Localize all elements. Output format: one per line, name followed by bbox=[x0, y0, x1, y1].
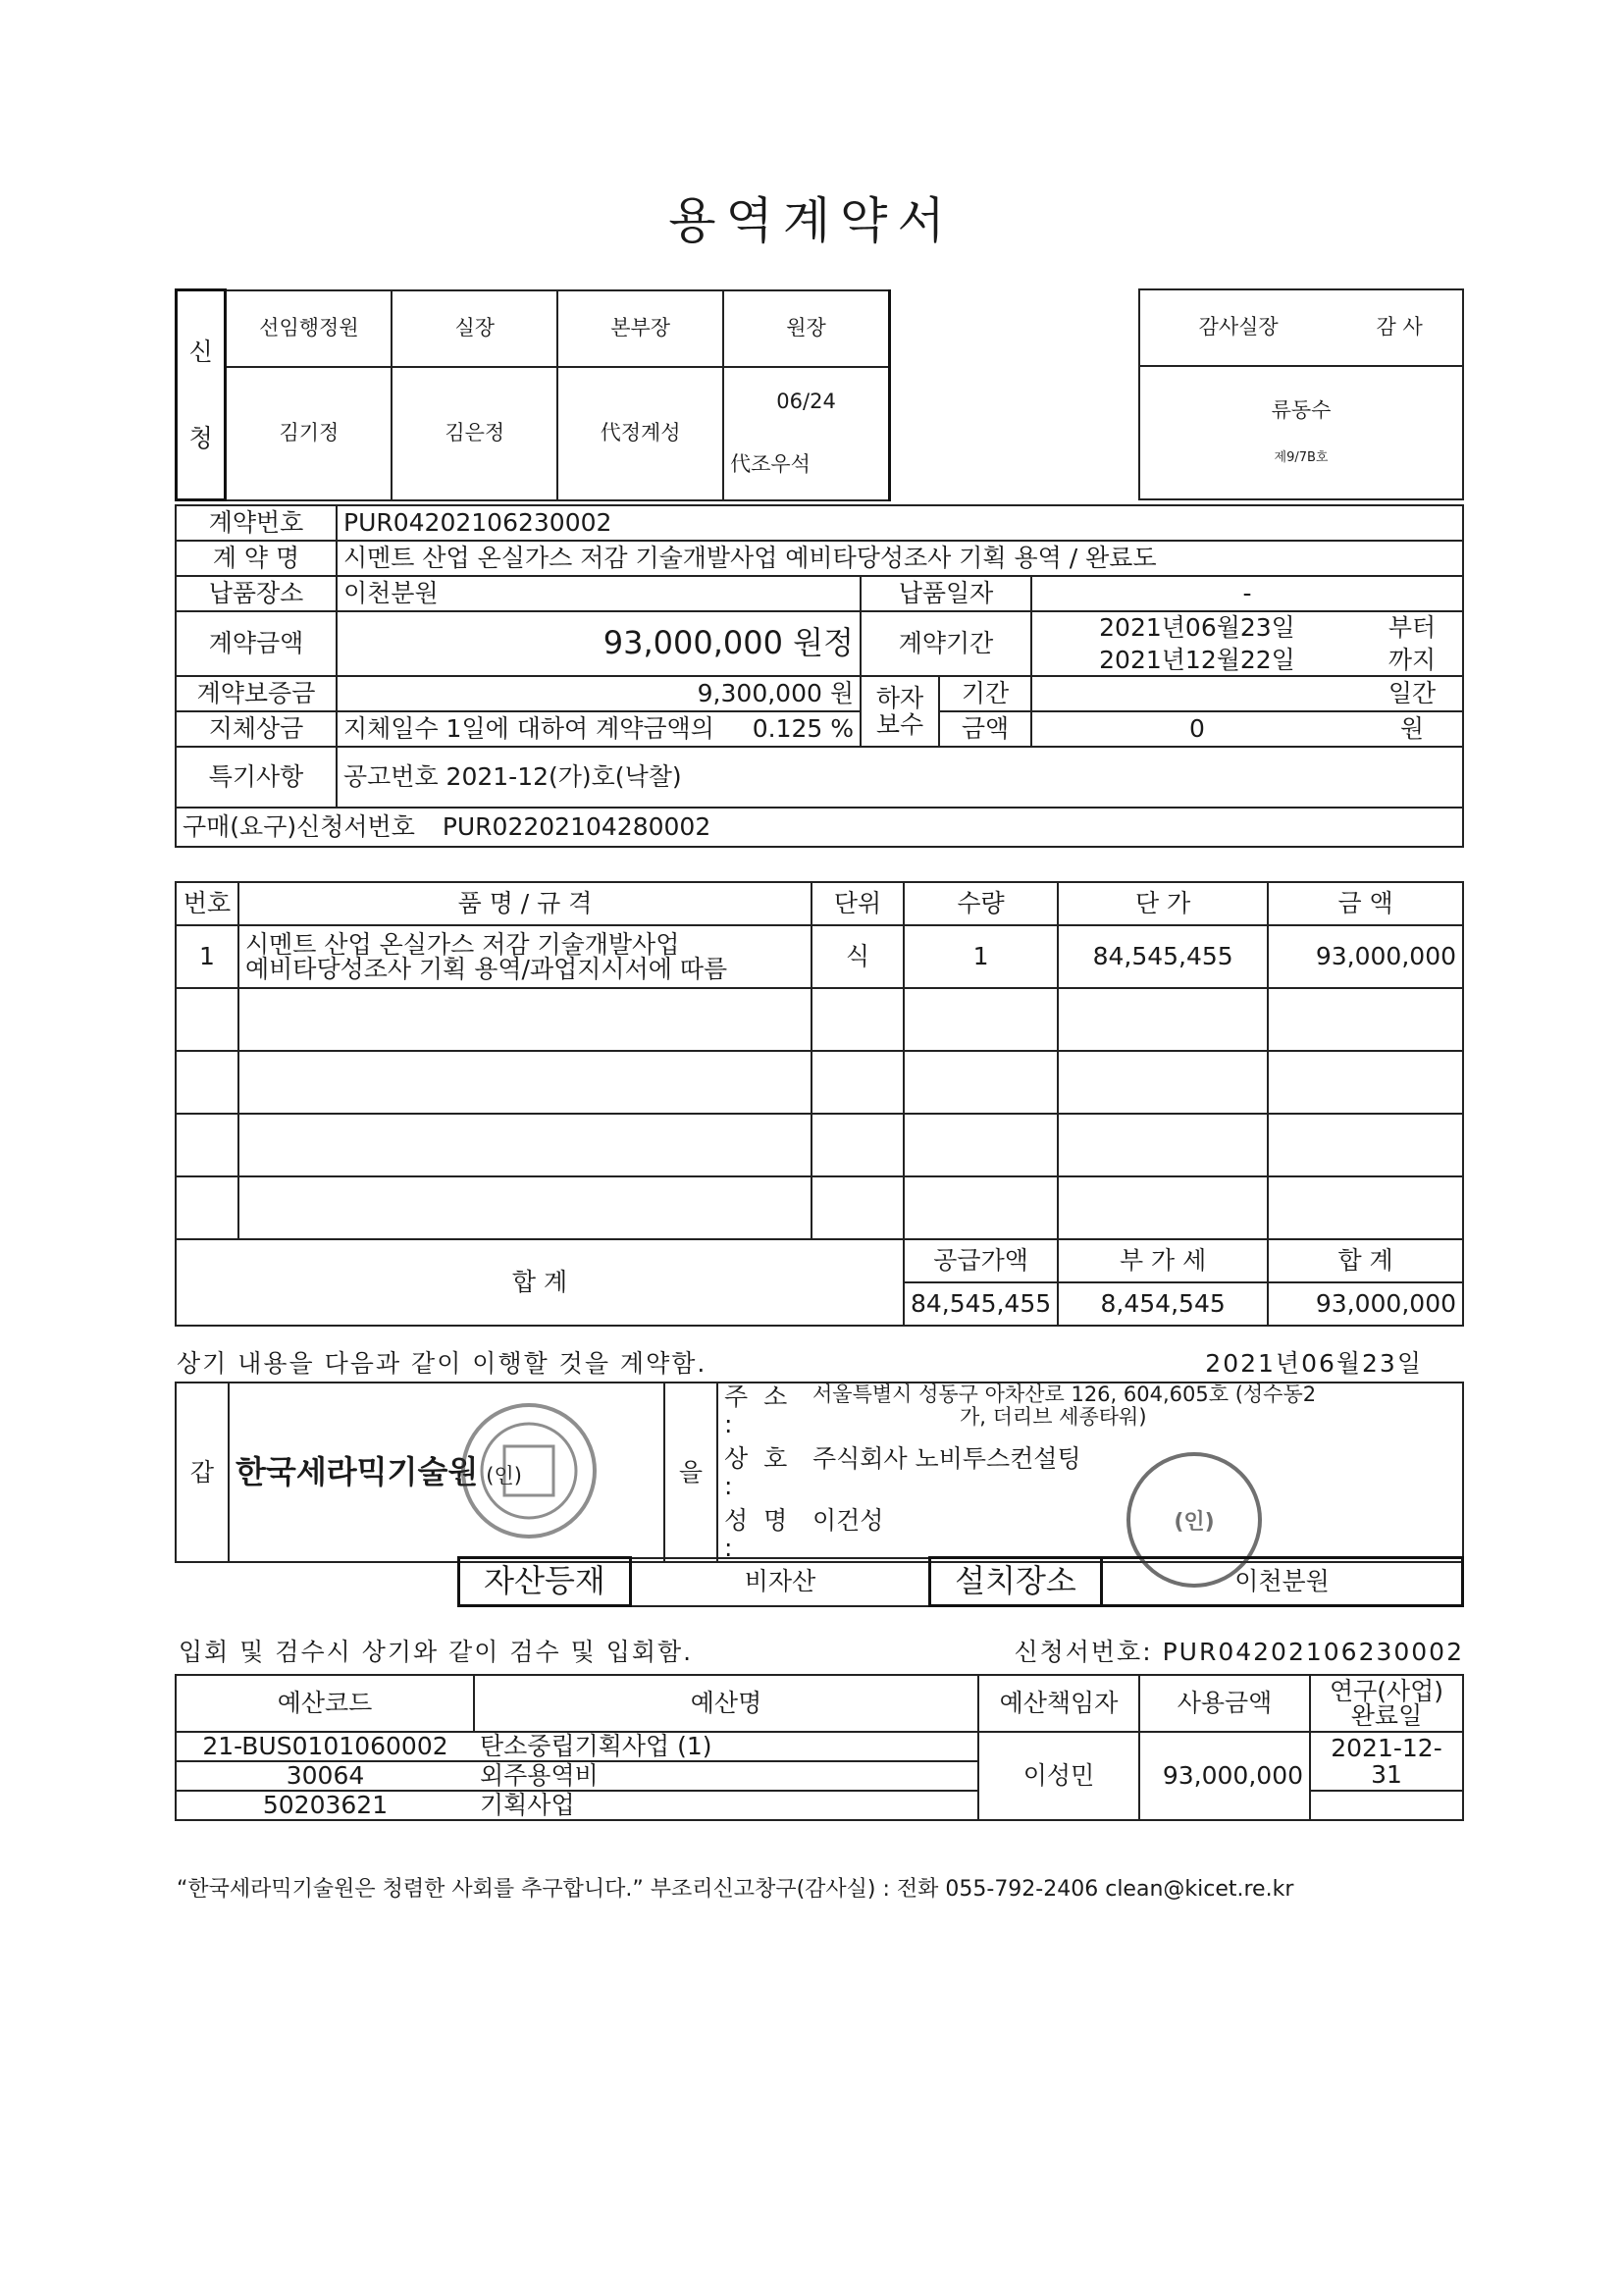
items-header-amount: 금 액 bbox=[1268, 882, 1463, 925]
approval-signature-1: 김은정 bbox=[392, 367, 557, 500]
budget-header-end-date bbox=[1310, 1675, 1463, 1732]
approval-table bbox=[175, 288, 891, 501]
audit-header-0: 감사실장 bbox=[1139, 289, 1336, 366]
table-row bbox=[176, 1051, 1463, 1114]
approval-signature-2: 代정계성 bbox=[557, 367, 723, 500]
special-notes-value: 공고번호 2021-12(가)호(낙찰) bbox=[337, 747, 1463, 808]
audit-signature-cell bbox=[1139, 366, 1463, 499]
asset-location-value: 이천분원 bbox=[1102, 1558, 1463, 1606]
defect-repair-label-2: 보수 bbox=[875, 710, 924, 739]
footer-note: “한국세라믹기술원은 청렴한 사회를 추구합니다.” 부조리신고창구(감사실) : 전화 055-792-2406 clean@kicet.re.kr bbox=[177, 1877, 1294, 1902]
approval-header-3: 원장 bbox=[723, 290, 889, 367]
table-row bbox=[176, 1114, 1463, 1176]
contract-name-label: 계 약 명 bbox=[176, 541, 337, 576]
audit-table bbox=[1138, 288, 1464, 500]
approval-header-2: 본부장 bbox=[557, 290, 723, 367]
item-name-line1: 시멘트 산업 온실가스 저감 기술개발사업 bbox=[245, 930, 680, 959]
parties-table bbox=[175, 1382, 1464, 1563]
delivery-place-label: 납품장소 bbox=[176, 576, 337, 611]
items-header-no: 번호 bbox=[176, 882, 238, 925]
defect-period-value bbox=[1031, 676, 1362, 711]
table-row bbox=[176, 925, 1463, 988]
item-no: 1 bbox=[176, 925, 238, 988]
eul-address-label: 주 소 : bbox=[724, 1383, 792, 1438]
table-row bbox=[176, 1176, 1463, 1239]
delay-penalty-cell bbox=[337, 711, 861, 747]
asset-table bbox=[457, 1556, 1464, 1607]
document-title: 용역계약서 bbox=[668, 192, 955, 249]
party-gap-seal: (인) bbox=[486, 1463, 522, 1487]
request-number-value: PUR02202104280002 bbox=[442, 812, 711, 842]
defect-period-unit: 일간 bbox=[1362, 676, 1463, 711]
budget-code-3: 50203621 bbox=[176, 1791, 474, 1820]
contract-period-suffixes bbox=[1362, 611, 1463, 676]
defect-period-label: 기간 bbox=[939, 676, 1031, 711]
approval-side-label-bottom: 청 bbox=[188, 423, 213, 452]
budget-table bbox=[175, 1674, 1464, 1821]
delivery-place-value: 이천분원 bbox=[337, 576, 861, 611]
party-eul-cell bbox=[717, 1383, 1463, 1562]
items-header-unit: 단위 bbox=[812, 882, 904, 925]
party-eul-label: 을 bbox=[664, 1383, 717, 1562]
approval-signature-0: 김기정 bbox=[226, 367, 392, 500]
contract-period-dates bbox=[1031, 611, 1362, 676]
items-header-qty: 수량 bbox=[904, 882, 1058, 925]
defect-amount-label: 금액 bbox=[939, 711, 1031, 747]
contract-period-start: 2021년06월23일 bbox=[1099, 612, 1295, 642]
table-row bbox=[176, 988, 1463, 1051]
contract-number-value: PUR04202106230002 bbox=[337, 505, 1463, 541]
gap-seal-stamp-graphic bbox=[465, 1407, 593, 1535]
budget-end-date: 2021-12-31 bbox=[1310, 1732, 1463, 1791]
budget-header-end-date-line2: 완료일 bbox=[1350, 1701, 1423, 1730]
contract-bond-value: 9,300,000 원 bbox=[337, 676, 861, 711]
contract-bond-label: 계약보증금 bbox=[176, 676, 337, 711]
party-gap-name: 한국세라믹기술원 bbox=[236, 1452, 479, 1490]
totals-sum-value: 93,000,000 bbox=[1268, 1282, 1463, 1326]
approval-signature-3-cell bbox=[723, 367, 889, 500]
delivery-date-label: 납품일자 bbox=[861, 576, 1031, 611]
totals-vat-value: 8,454,545 bbox=[1058, 1282, 1268, 1326]
items-table bbox=[175, 881, 1464, 1327]
items-header-unit-price: 단 가 bbox=[1058, 882, 1268, 925]
contract-period-label: 계약기간 bbox=[861, 611, 1031, 676]
approval-signature-3: 代조우석 bbox=[730, 451, 811, 476]
budget-header-end-date-line1: 연구(사업) bbox=[1329, 1677, 1444, 1705]
contract-period-start-suffix: 부터 bbox=[1387, 612, 1437, 642]
item-name-cell bbox=[238, 925, 812, 988]
approval-side-label-top: 신 bbox=[188, 338, 213, 366]
approval-header-0: 선임행정원 bbox=[226, 290, 392, 367]
audit-note: 제9/7B호 bbox=[1274, 450, 1329, 466]
budget-end-date-empty bbox=[1310, 1791, 1463, 1820]
gap-seal-stamp bbox=[461, 1403, 597, 1539]
delay-penalty-rate: 0.125 % bbox=[752, 714, 854, 744]
budget-manager: 이성민 bbox=[978, 1732, 1139, 1820]
contract-number-label: 계약번호 bbox=[176, 505, 337, 541]
totals-supply-label: 공급가액 bbox=[904, 1239, 1058, 1282]
agreement-text: 상기 내용을 다음과 같이 이행할 것을 계약함. bbox=[177, 1349, 707, 1378]
inspection-line bbox=[179, 1633, 1464, 1668]
defect-repair-label bbox=[861, 676, 939, 747]
budget-name-1: 탄소중립기획사업 (1) bbox=[474, 1732, 978, 1761]
audit-signature-name: 류동수 bbox=[1271, 398, 1332, 423]
approval-side-label bbox=[177, 290, 226, 500]
defect-amount-value: 0 bbox=[1031, 711, 1362, 747]
budget-header-code: 예산코드 bbox=[176, 1675, 474, 1732]
special-notes-label: 특기사항 bbox=[176, 747, 337, 808]
approval-date-note: 06/24 bbox=[776, 390, 836, 414]
totals-sum-label: 합 계 bbox=[1268, 1239, 1463, 1282]
item-amount: 93,000,000 bbox=[1268, 925, 1463, 988]
totals-label: 합 계 bbox=[176, 1239, 904, 1326]
items-header-name: 품 명 / 규 격 bbox=[238, 882, 812, 925]
contract-amount-value: 93,000,000 원정 bbox=[337, 611, 861, 676]
inspection-text: 입회 및 검수시 상기와 같이 검수 및 입회함. bbox=[179, 1638, 694, 1666]
defect-repair-label-1: 하자 bbox=[875, 683, 924, 712]
budget-header-manager: 예산책임자 bbox=[978, 1675, 1139, 1732]
agreement-line bbox=[177, 1344, 1462, 1380]
asset-label: 자산등재 bbox=[459, 1558, 631, 1606]
defect-amount-unit: 원 bbox=[1362, 711, 1463, 747]
eul-rep-label: 성 명 : bbox=[724, 1506, 792, 1562]
budget-amount: 93,000,000 bbox=[1139, 1732, 1310, 1820]
budget-code-1: 21-BUS0101060002 bbox=[176, 1732, 474, 1761]
agreement-date: 2021년06월23일 bbox=[1205, 1349, 1423, 1378]
asset-location-label: 설치장소 bbox=[930, 1558, 1102, 1606]
totals-vat-label: 부 가 세 bbox=[1058, 1239, 1268, 1282]
audit-header-1: 감 사 bbox=[1336, 289, 1463, 366]
asset-value: 비자산 bbox=[631, 1558, 930, 1606]
contract-period-end: 2021년12월22일 bbox=[1099, 646, 1295, 674]
eul-address-line1: 서울특별시 성동구 아차산로 126, 604,605호 (성수동2 bbox=[812, 1383, 1317, 1406]
party-gap-cell bbox=[229, 1383, 664, 1562]
eul-rep-value: 이건성 bbox=[812, 1506, 884, 1535]
inspection-request-number: 신청서번호: PUR04202106230002 bbox=[1014, 1638, 1464, 1666]
eul-company-label: 상 호 : bbox=[724, 1444, 792, 1500]
contract-info-table bbox=[175, 504, 1464, 848]
item-unit-price: 84,545,455 bbox=[1058, 925, 1268, 988]
budget-code-2: 30064 bbox=[176, 1761, 474, 1791]
eul-seal-label: (인) bbox=[1174, 1509, 1215, 1535]
budget-name-2: 외주용역비 bbox=[474, 1761, 978, 1791]
eul-company-value: 주식회사 노비투스컨설팅 bbox=[812, 1444, 1081, 1473]
delivery-date-value: - bbox=[1031, 576, 1463, 611]
delay-penalty-label: 지체상금 bbox=[176, 711, 337, 747]
party-gap-label: 갑 bbox=[176, 1383, 229, 1562]
request-number-label: 구매(요구)신청서번호 bbox=[183, 812, 415, 842]
budget-name-3: 기획사업 bbox=[474, 1791, 978, 1820]
request-number-row bbox=[176, 808, 1463, 847]
totals-supply-value: 84,545,455 bbox=[904, 1282, 1058, 1326]
item-qty: 1 bbox=[904, 925, 1058, 988]
delay-penalty-text: 지체일수 1일에 대하여 계약금액의 bbox=[343, 714, 714, 744]
budget-header-amount: 사용금액 bbox=[1139, 1675, 1310, 1732]
item-unit: 식 bbox=[812, 925, 904, 988]
contract-period-end-suffix: 까지 bbox=[1387, 646, 1437, 674]
eul-address-line2: 가, 더리브 세종타워) bbox=[960, 1405, 1147, 1430]
budget-header-name: 예산명 bbox=[474, 1675, 978, 1732]
approval-header-1: 실장 bbox=[392, 290, 557, 367]
contract-amount-label: 계약금액 bbox=[176, 611, 337, 676]
item-name-line2: 예비타당성조사 기획 용역/과업지시서에 따름 bbox=[245, 955, 728, 983]
contract-name-value: 시멘트 산업 온실가스 저감 기술개발사업 예비타당성조사 기획 용역 / 완료도 bbox=[337, 541, 1463, 576]
